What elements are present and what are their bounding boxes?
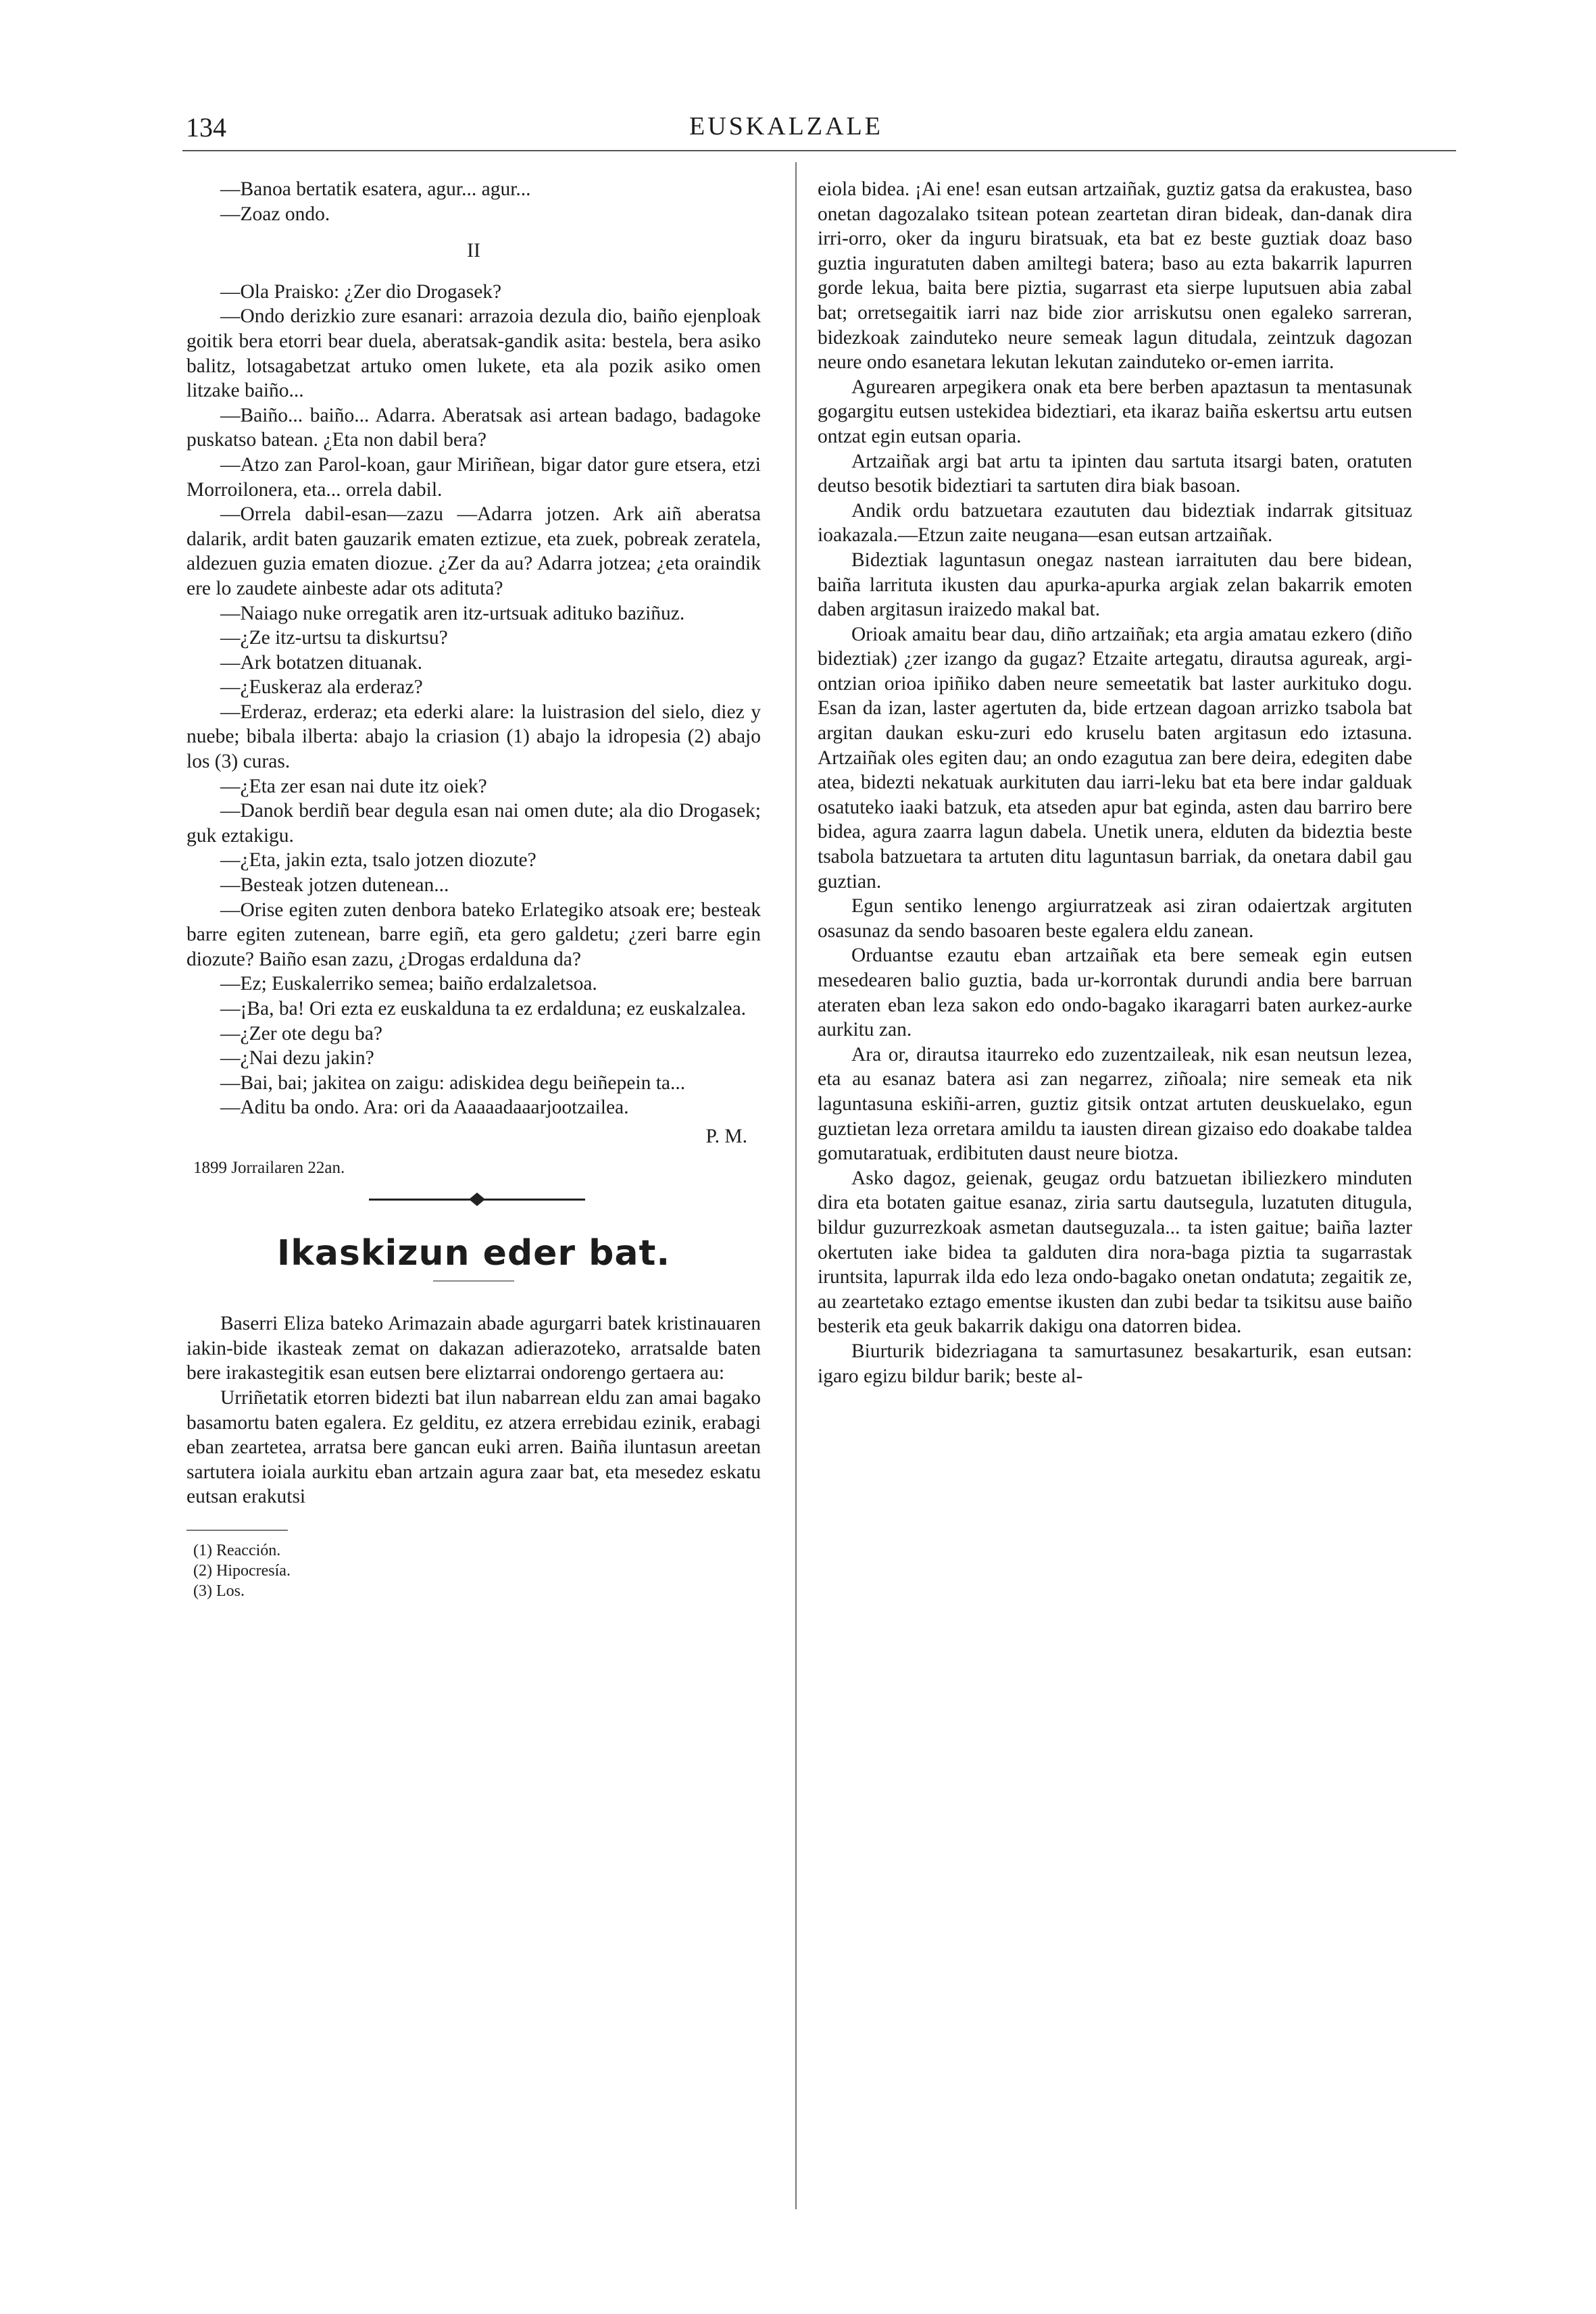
section-number: II: [467, 239, 480, 262]
dialogue-line: —Zoaz ondo.: [220, 203, 330, 225]
signature: P. M.: [705, 1125, 747, 1147]
dialogue-line: —Besteak jotzen dutenean...: [220, 874, 449, 897]
article-title: Ikaskizun eder bat.: [276, 1233, 671, 1274]
article-paragraph: Andik ordu batzuetara ezaututen dau bideztiak indarrak gitsituaz ioakazala.—Etzun zaite neugana—esan eutsan artzaiñak.: [818, 499, 1412, 547]
footnote: (1) Reacción.: [193, 1541, 281, 1559]
column-divider: [795, 162, 797, 2209]
article-paragraph: Agurearen arpegikera onak eta bere berben apaztasun ta mentasunak gogargitu eutsen ustekidea bideztiari, eta ikaraz baiña eskertsu artu eutsen ontzat egin eutsan oparia.: [818, 376, 1412, 447]
dialogue-line: —¡Ba, ba! Ori ezta ez euskalduna ta ez erdalduna; ez euskalzalea.: [220, 998, 747, 1020]
dialogue-line: —¿Zer ote degu ba?: [220, 1022, 382, 1045]
dialogue-line: —Atzo zan Parol-koan, gaur Miriñean, bigar dator gure etsera, etzi Morroilonera, eta... orrela dabil.: [186, 453, 761, 501]
article-paragraph: Urriñetatik etorren bidezti bat ilun nabarrean eldu zan amai bagako basamortu baten egalera. Ez gelditu, ez atzera errebidau ezinik, erabagi eban zeartetea, arratsa bere gancan euki arren. Baiña iluntasun areetan sartutera ioiala aurkitu eban artzain agura zaar bat, eta mesedez eskatu eutsan erakutsi: [186, 1386, 761, 1508]
title-rule: [433, 1280, 514, 1282]
dialogue-line: —Ondo derizkio zure esanari: arrazoia dezula dio, baiño ejenploak goitik bera etorri bear duela, aberatsak-gandik asita: bestela, bera asiko balitz, lotsagabetzat artuko omen lukete, eta ala pozik asiko omen litzake baiño...: [186, 305, 761, 402]
dialogue-line: —¿Eta, jakin ezta, tsalo jotzen diozute?: [220, 849, 537, 872]
dialogue-line: —¿Eta zer esan nai dute itz oiek?: [220, 775, 487, 797]
dialogue-line: —Ola Praisko: ¿Zer dio Drogasek?: [220, 280, 502, 303]
article-paragraph: Baserri Eliza bateko Arimazain abade agurgarri batek kristinauaren iakin-bide ikasteak zemat on dakazan adierazoteko, arratsalde baten bere irakastegitik esan eutsen bere eliztarrai ondorengo gertaera au:: [186, 1313, 761, 1384]
dateline: 1899 Jorrailaren 22an.: [193, 1158, 345, 1177]
dialogue-line: —Orise egiten zuten denbora bateko Erlategiko atsoak ere; besteak barre egiten zutenean, barre egiñ, eta gero galdetu; ¿zeri barre egin diozute? Baiño esan zazu, ¿Drogas erdalduna da?: [186, 899, 761, 970]
header-rule: [182, 150, 1456, 151]
article-paragraph: Orioak amaitu bear dau, diño artzaiñak; eta argia amatau ezkero (diño bideztiak) ¿zer izango da gugaz? Etzaite artegatu, dirautsa agureak, argi-ontzian orioa ipiñiko daben neure semeetatik bat laster aurkituko dogu. Esan da izan, laster agertuten da, bide ertzean dagoan arrizko tsabola bat argitan daukan esku-zuri edo kruselu baten argitasun edo iztasuna. Artzaiñak oles egiten dau; an ondo ezagutua zan bere deira, edegiten dabe atea, bidezti nekatuak aurkituten dau iarri-leku bat eta bere indar galduak osatuteko iaaki batzuk, eta atseden apur bat eginda, asten dau barriro bere bidea, agura zaarra lagun dabela. Unetik unera, elduten da bideztia beste tsabola batzuetara ta artuten ditu laguntasun barriak, da onetara dabil gau guztian.: [818, 623, 1412, 892]
dialogue-line: —¿Euskeraz ala erderaz?: [220, 676, 423, 699]
footnote: (3) Los.: [193, 1582, 245, 1600]
article-paragraph: Orduantse ezautu eban artzaiñak eta bere semeak egin eutsen mesedearen balio guztia, bada ur-korrontak durundi andia bere barruan ateraten eban leza sakon edo ondo-bagako ikaragarri baten aurkez-aurke aurkitu zan.: [818, 945, 1412, 1041]
dialogue-line: —Baiño... baiño... Adarra. Aberatsak asi artean badago, badagoke puskatso batean. ¿Eta non dabil bera?: [186, 404, 761, 451]
dialogue-line: —Aditu ba ondo. Ara: ori da Aaaaadaaarjootzailea.: [220, 1097, 629, 1119]
dialogue-line: —Erderaz, erderaz; eta ederki alare: la luistrasion del sielo, diez y nuebe; bibala ilberta: abajo la criasion (1) abajo la idropesia (2) abajo los (3) curas.: [186, 701, 761, 773]
dialogue-line: —¿Ze itz-urtsu ta diskurtsu?: [220, 627, 448, 649]
right-column: [818, 177, 1412, 1388]
dialogue-line: —¿Nai dezu jakin?: [220, 1047, 374, 1070]
article-paragraph: Artzaiñak argi bat artu ta ipinten dau sartuta itsargi baten, oratuten deutso besotik bideztiari ta sartuten dira biak basoan.: [818, 450, 1412, 497]
article-paragraph: Ara or, dirautsa itaurreko edo zuzentzaileak, nik esan neutsun lezea, eta au esanaz batera asi zan negarrez, ziñoala; nire semeak eta nik laguntasuna eskiñi-arren, guztiz gitsik ontzat artuten deuskuelako, egun guztietan leza orretara amildu ta iausten direan gizaiso edo doakabe taldea gomutaratuak, erdibituten daust neure biotza.: [818, 1043, 1412, 1165]
dialogue-line: —Naiago nuke orregatik aren itz-urtsuak adituko baziñuz.: [220, 602, 685, 624]
article-paragraph: Bideztiak laguntasun onegaz nastean iarraituten dau bere bidean, baiña larrituta ikusten dau apurka-apurka argiak zelan bakarrik emoten daben argitasun iraizedo makal bat.: [818, 549, 1412, 621]
article-paragraph: Asko dagoz, geienak, geugaz ordu batzuetan ibiliezkero minduten dira eta botaten gaitue esanaz, ziria sartu dautsegula, luzatuten ditugula, bildur guzurrezkoak asmetan dautseguzala... ta isten gaitue; baiña lazter okertuten iake bidea ta galduten dira nora-baga piztia ta sugarrastak iruntsita, lapurrak ilda edo leza ondo-bagako onetan ondatuta; zegaitik ze, au zeartetako eztago ementse ikusten dan zubi bedar ta tsikitsu ause baiño besterik eta geuk bakarrik dakigu ona datorren bidea.: [818, 1167, 1412, 1338]
article-paragraph: Egun sentiko lenengo argiurratzeak asi ziran odaiertzak argituten osasunaz da sendo basoaren beste egalera eldu zanean.: [818, 895, 1412, 942]
footnote: (2) Hipocresía.: [193, 1561, 291, 1580]
dialogue-line: —Danok berdiñ bear degula esan nai omen dute; ala dio Drogasek; guk eztakigu.: [186, 800, 761, 847]
separator-diamond-icon: [469, 1192, 485, 1206]
running-head: EUSKALZALE: [689, 112, 883, 141]
page-number: 134: [186, 112, 226, 143]
left-column: [186, 177, 761, 1601]
section-separator: [186, 1186, 761, 1213]
dialogue-line: —Ark botatzen dituanak.: [220, 651, 423, 674]
dialogue-line: —Banoa bertatik esatera, agur... agur...: [220, 178, 531, 200]
dialogue-line: —Bai, bai; jakitea on zaigu: adiskidea degu beiñepein ta...: [220, 1072, 686, 1094]
dialogue-line: —Ez; Euskalerriko semea; baiño erdalzaletsoa.: [220, 973, 597, 995]
footnote-rule: [186, 1530, 288, 1531]
dialogue-line: —Orrela dabil-esan—zazu —Adarra jotzen. Ark aiñ aberatsa dalarik, ardit baten gauzarik ematen eztizue, eta zuek, pobreak zeratela, aldezuen guzia ematen diozue. ¿Zer da au? Adarra jotzea; ¿eta oraindik ere lo zaudete ainbeste adar ots adituta?: [186, 503, 761, 599]
article-paragraph: Biurturik bidezriagana ta samurtasunez besakarturik, esan eutsan: igaro egizu bildur barik; beste al-: [818, 1340, 1412, 1387]
article-paragraph: eiola bidea. ¡Ai ene! esan eutsan artzaiñak, guztiz gatsa da erakustea, baso onetan dagozalako tsitean potean zeartetan diran bideak, dan-danak dira irri-orro, oker da inguru biratsuak, eta bat ez beste guztiak doaz baso guztia inguratuten daben amiltegi batera; baso au ezta bakarrik lapurren gorde lekua, baita bere piztia, sugarrast eta sierpe luputsuen abia zabal bat; orretsegaitik iarri naz bide zior arriskutsu onen egaleko sarreran, bidezkoak zainduteko neure semeak lagun ditudala, zeintzuk dagozan neure ondo esanetara lekutan lekutan zainduteko or-emen iarrita.: [818, 178, 1412, 374]
